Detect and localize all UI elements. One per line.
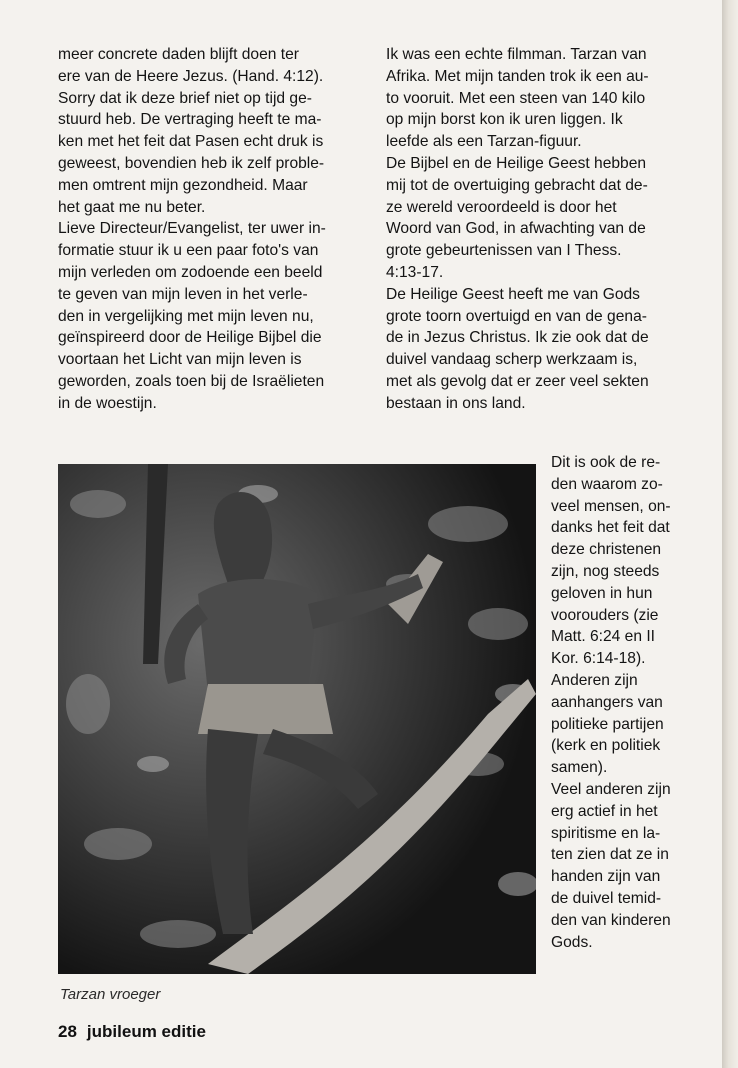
text-line: (kerk en politiek: [551, 737, 661, 755]
text-line: Lieve Directeur/Evangelist, ter uwer in-: [58, 220, 326, 238]
text-line: Ik was een echte filmman. Tarzan van: [386, 46, 647, 63]
text-line: Gods.: [551, 933, 593, 951]
text-line: ere van de Heere Jezus. (Hand. 4:12).: [58, 67, 324, 85]
text-line: mijn verleden om zodoende een beeld: [58, 263, 323, 281]
text-line: danks het feit dat: [551, 519, 670, 537]
text-line: mij tot de overtuiging gebracht dat de-: [386, 176, 648, 194]
photo-caption: Tarzan vroeger: [60, 986, 161, 1003]
text-line: veel mensen, on-: [551, 497, 671, 515]
text-line: Afrika. Met mijn tanden trok ik een au-: [386, 67, 649, 85]
text-line: meer concrete daden blijft doen ter: [58, 46, 299, 63]
text-line: to vooruit. Met een steen van 140 kilo: [386, 89, 646, 107]
text-line: Woord van God, in afwachting van de: [386, 220, 646, 238]
text-line: 4:13-17.: [386, 263, 444, 281]
text-line: grote gebeurtenissen van I Thess.: [386, 242, 622, 260]
text-line: Dit is ook de re-: [551, 454, 661, 471]
text-line: duivel vandaag scherp werkzaam is,: [386, 351, 638, 369]
text-line: samen).: [551, 759, 608, 777]
edition-label: jubileum editie: [86, 1022, 206, 1041]
text-line: erg actief in het: [551, 802, 658, 820]
page-footer: [58, 1022, 206, 1042]
page-number: 28: [58, 1022, 77, 1041]
text-line: zijn, nog steeds: [551, 562, 660, 580]
text-line: formatie stuur ik u een paar foto's van: [58, 242, 319, 260]
text-line: voortaan het Licht van mijn leven is: [58, 351, 302, 369]
text-line: aanhangers van: [551, 693, 663, 711]
text-line: den waarom zo-: [551, 475, 663, 493]
right-text-column: [386, 44, 708, 415]
page-spine-edge: [722, 0, 738, 1068]
text-line: De Heilige Geest heeft me van Gods: [386, 285, 640, 303]
text-line: leefde als een Tarzan-figuur.: [386, 133, 582, 151]
narrow-text-column: [551, 452, 711, 953]
text-line: geloven in hun: [551, 584, 653, 602]
text-line: politieke partijen: [551, 715, 664, 733]
text-line: De Bijbel en de Heilige Geest hebben: [386, 154, 647, 172]
photo-illustration: [58, 464, 536, 974]
text-line: bestaan in ons land.: [386, 394, 526, 412]
text-line: deze christenen: [551, 541, 662, 559]
text-line: geweest, bovendien heb ik zelf proble-: [58, 154, 325, 172]
tarzan-photo: [58, 464, 536, 974]
text-line: geworden, zoals toen bij de Israëlieten: [58, 372, 325, 390]
text-line: den van kinderen: [551, 911, 671, 929]
text-line: de in Jezus Christus. Ik zie ook dat de: [386, 329, 649, 347]
text-line: grote toorn overtuigd en van de gena-: [386, 307, 647, 325]
text-line: Matt. 6:24 en II: [551, 628, 656, 646]
text-line: stuurd heb. De vertraging heeft te ma-: [58, 111, 322, 129]
left-text-column: [58, 44, 376, 415]
text-line: op mijn borst kon ik uren liggen. Ik: [386, 111, 623, 129]
text-line: Veel anderen zijn: [551, 780, 671, 798]
text-line: het gaat me nu beter.: [58, 198, 206, 216]
text-line: ken met het feit dat Pasen echt druk is: [58, 133, 324, 151]
text-line: Sorry dat ik deze brief niet op tijd ge-: [58, 89, 312, 107]
text-line: geïnspireerd door de Heilige Bijbel die: [58, 329, 322, 347]
text-line: in de woestijn.: [58, 394, 157, 412]
text-line: den in vergelijking met mijn leven nu,: [58, 307, 314, 325]
text-line: de duivel temid-: [551, 889, 662, 907]
text-line: handen zijn van: [551, 868, 661, 886]
text-line: spiritisme en la-: [551, 824, 661, 842]
text-line: ten zien dat ze in: [551, 846, 669, 864]
text-line: Kor. 6:14-18).: [551, 650, 646, 668]
text-line: te geven van mijn leven in het verle-: [58, 285, 308, 303]
text-line: ze wereld veroordeeld is door het: [386, 198, 617, 216]
text-line: voorouders (zie: [551, 606, 659, 624]
text-line: met als gevolg dat er zeer veel sekten: [386, 372, 649, 390]
text-line: men omtrent mijn gezondheid. Maar: [58, 176, 308, 194]
text-line: Anderen zijn: [551, 671, 638, 689]
